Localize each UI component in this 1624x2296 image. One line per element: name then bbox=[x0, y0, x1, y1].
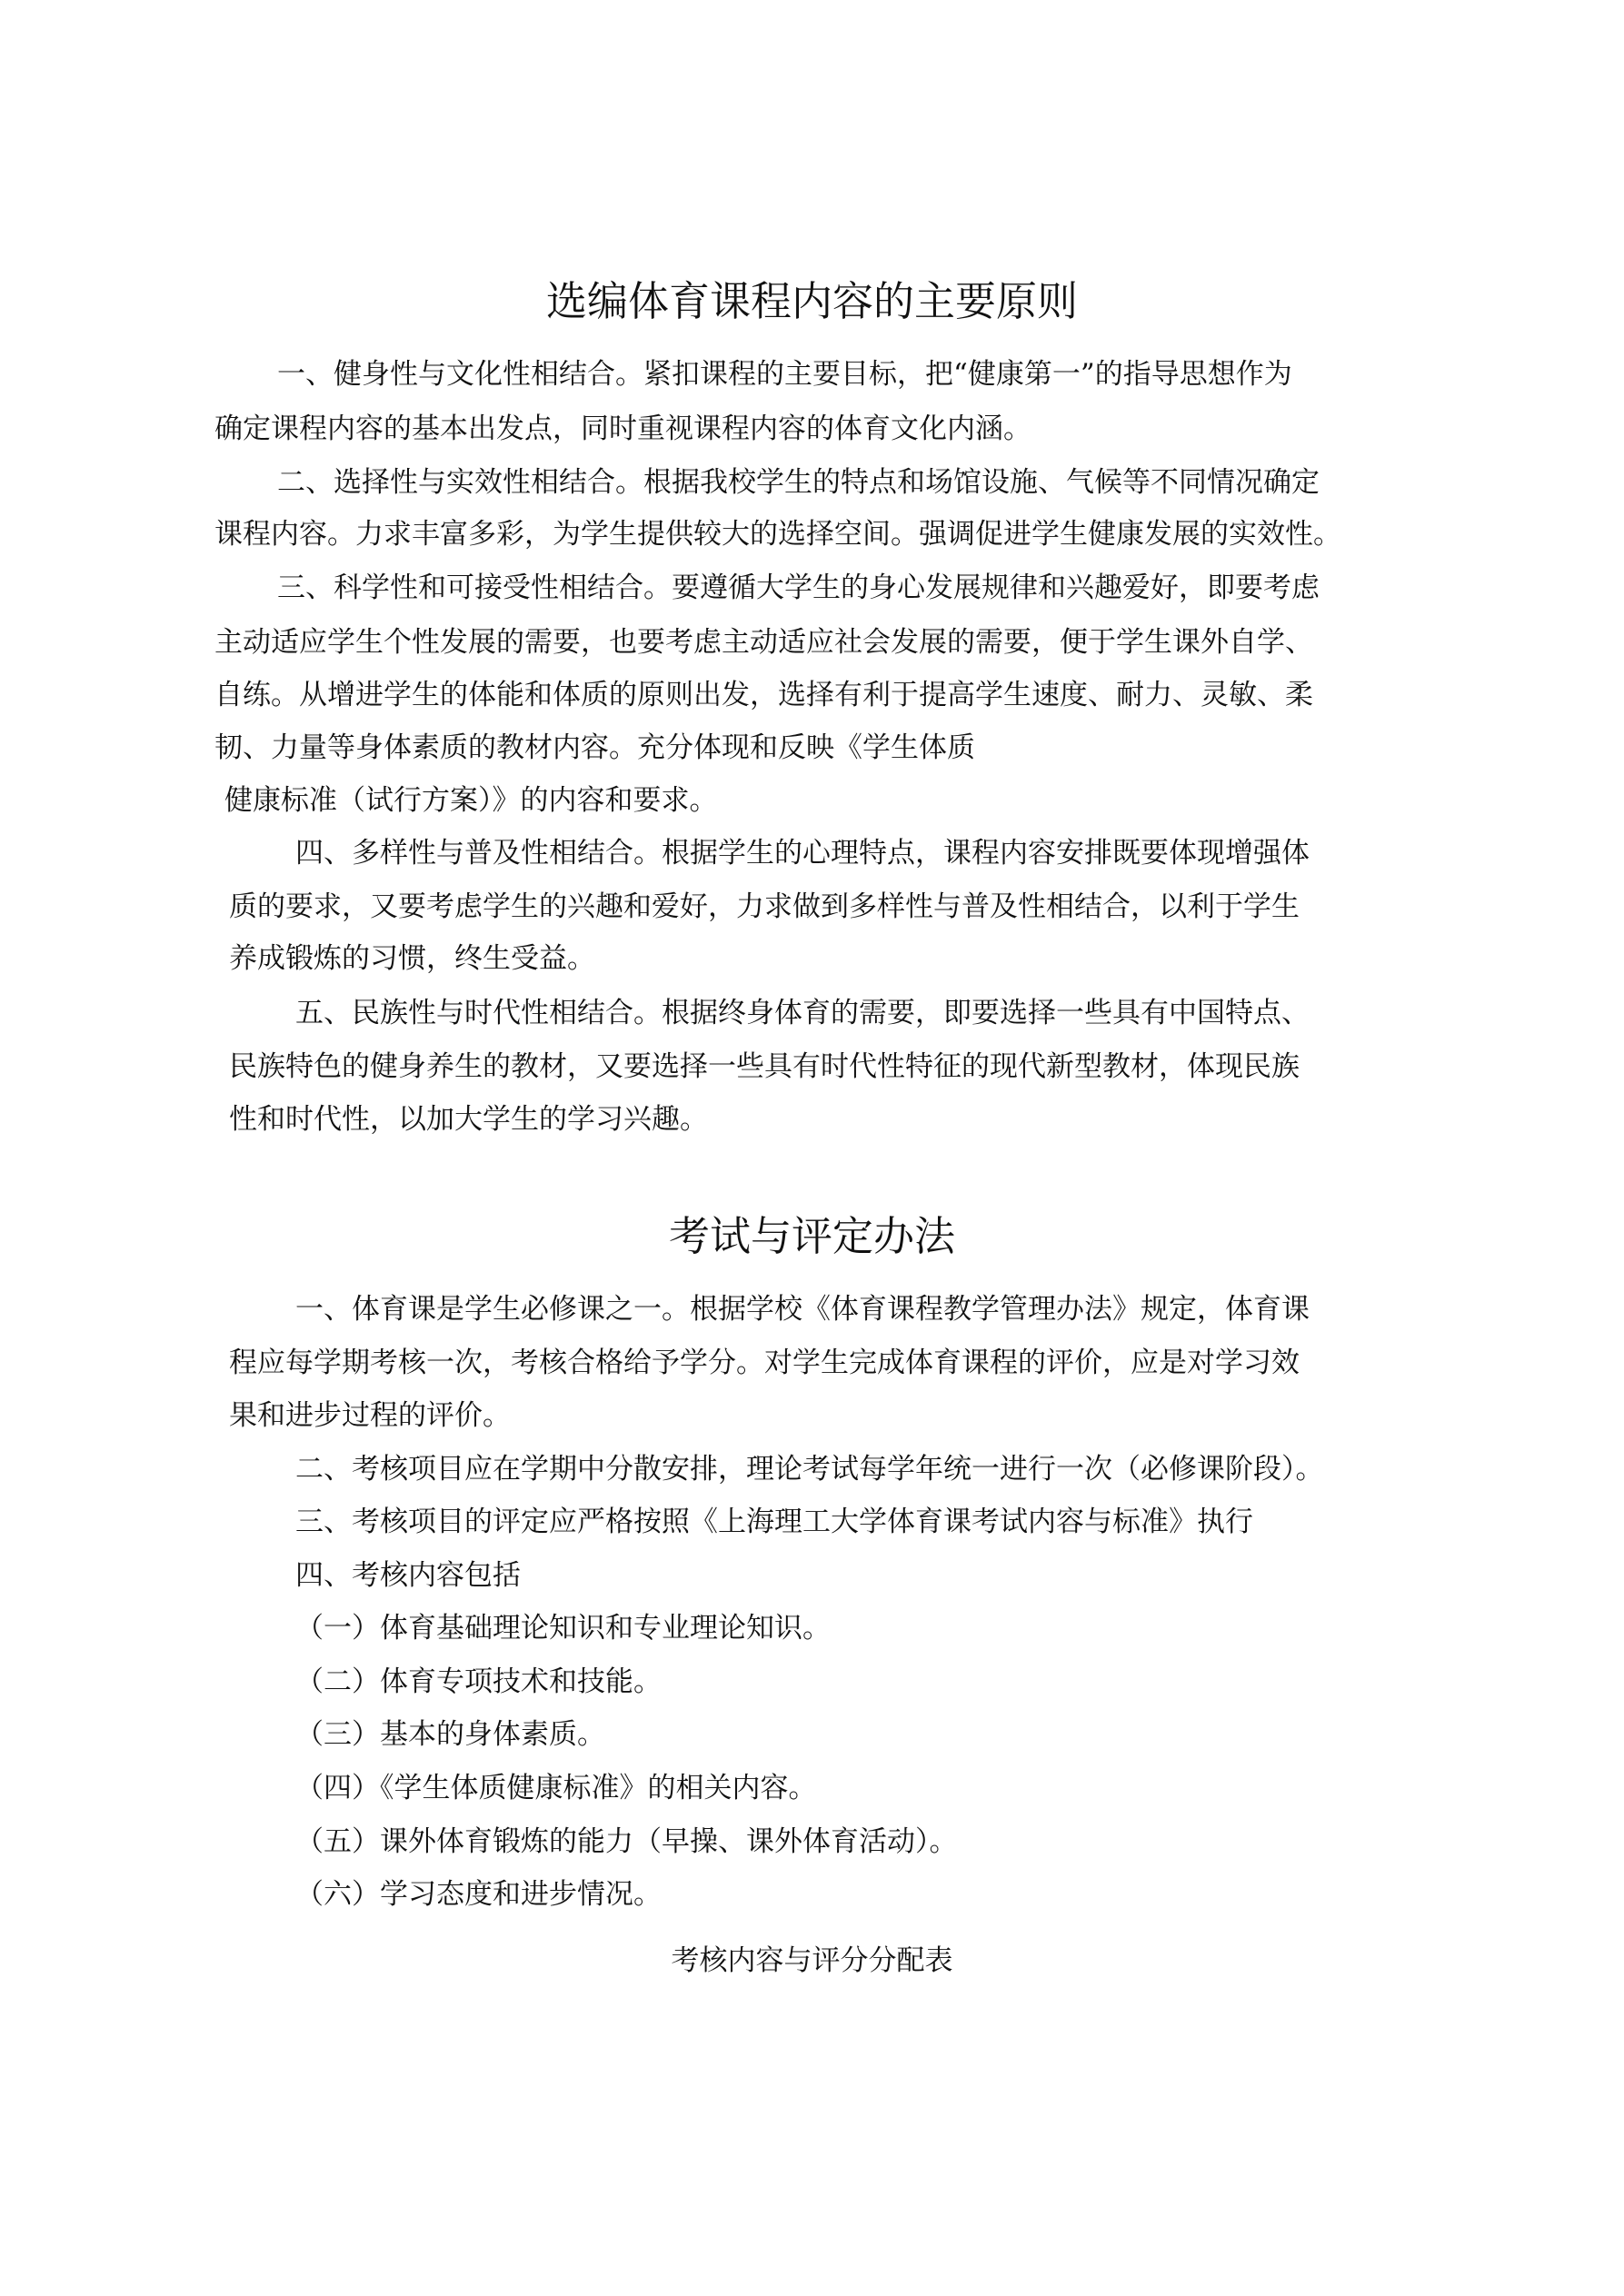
section1-line: 确定课程内容的基本出发点，同时重视课程内容的体育文化内涵。 bbox=[214, 412, 1031, 445]
section2-line: （六）学习态度和进步情况。 bbox=[295, 1878, 662, 1911]
section1-line: 自练。从增进学生的体能和体质的原则出发，选择有利于提高学生速度、耐力、灵敏、柔 bbox=[214, 679, 1313, 711]
section1-line: 一、健身性与文化性相结合。紧扣课程的主要目标，把“健康第一”的指导思想作为 bbox=[277, 358, 1292, 391]
section2-line: 三、考核项目的评定应严格按照《上海理工大学体育课考试内容与标准》执行 bbox=[295, 1506, 1253, 1538]
section1-line: 性和时代性，以加大学生的学习兴趣。 bbox=[229, 1103, 708, 1136]
section1-line: 四、多样性与普及性相结合。根据学生的心理特点，课程内容安排既要体现增强体 bbox=[295, 837, 1310, 870]
section2-line: （五）课外体育锻炼的能力（早操、课外体育活动）。 bbox=[295, 1825, 958, 1858]
table-caption: 考核内容与评分分配表 bbox=[671, 1944, 953, 1977]
section2-title: 考试与评定办法 bbox=[668, 1212, 955, 1260]
section1-title: 选编体育课程内容的主要原则 bbox=[545, 277, 1078, 325]
section2-line: 四、考核内容包括 bbox=[295, 1559, 521, 1592]
section1-line: 民族特色的健身养生的教材，又要选择一些具有时代性特征的现代新型教材，体现民族 bbox=[229, 1050, 1300, 1083]
section1-line: 质的要求，又要考虑学生的兴趣和爱好，力求做到多样性与普及性相结合，以利于学生 bbox=[229, 890, 1300, 923]
section2-line: 果和进步过程的评价。 bbox=[229, 1399, 511, 1432]
section1-line: 主动适应学生个性发展的需要，也要考虑主动适应社会发展的需要，便于学生课外自学、 bbox=[214, 626, 1313, 659]
section2-line: （四）《学生体质健康标准》的相关内容。 bbox=[295, 1772, 817, 1804]
section1-line: 养成锻炼的习惯，终生受益。 bbox=[229, 942, 595, 975]
section2-line: （一）体育基础理论知识和专业理论知识。 bbox=[295, 1612, 831, 1645]
section2-line: 程应每学期考核一次，考核合格给予学分。对学生完成体育课程的评价，应是对学习效 bbox=[229, 1347, 1300, 1379]
section1-line: 三、科学性和可接受性相结合。要遵循大学生的身心发展规律和兴趣爱好，即要考虑 bbox=[277, 572, 1320, 604]
section1-line: 课程内容。力求丰富多彩，为学生提供较大的选择空间。强调促进学生健康发展的实效性。 bbox=[214, 518, 1341, 551]
section1-line: 五、民族性与时代性相结合。根据终身体育的需要，即要选择一些具有中国特点、 bbox=[295, 997, 1310, 1029]
section2-line: 二、考核项目应在学期中分散安排，理论考试每学年统一进行一次（必修课阶段）。 bbox=[295, 1453, 1324, 1486]
section2-line: （三）基本的身体素质。 bbox=[295, 1718, 605, 1751]
section1-line: 二、选择性与实效性相结合。根据我校学生的特点和场馆设施、气候等不同情况确定 bbox=[277, 466, 1320, 499]
section1-line: 健康标准（试行方案）》的内容和要求。 bbox=[224, 784, 718, 817]
section2-line: 一、体育课是学生必修课之一。根据学校《体育课程教学管理办法》规定，体育课 bbox=[295, 1293, 1310, 1326]
section1-line: 韧、力量等身体素质的教材内容。充分体现和反映《学生体质 bbox=[214, 731, 975, 764]
section2-line: （二）体育专项技术和技能。 bbox=[295, 1665, 662, 1698]
